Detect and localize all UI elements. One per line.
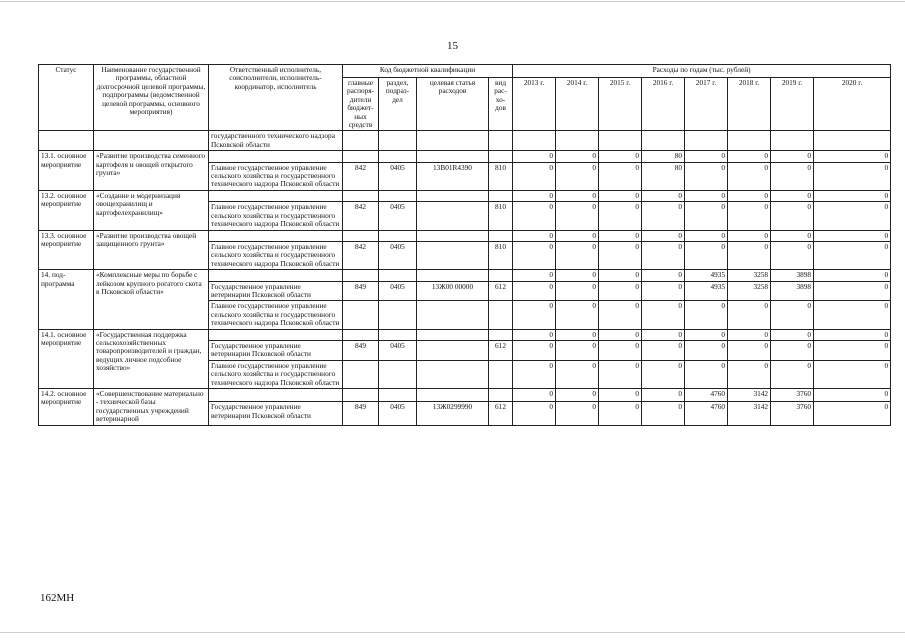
grbs-code-cell: 849 — [343, 402, 379, 425]
year-value-cell: 0 — [728, 162, 771, 190]
total-value-cell: 0 — [685, 230, 728, 241]
empty-cell — [489, 151, 513, 162]
total-value-cell: 0 — [685, 329, 728, 340]
total-value-cell: 0 — [771, 230, 814, 241]
year-value-cell: 0 — [556, 162, 599, 190]
empty-cell — [209, 151, 343, 162]
year-value-cell: 0 — [814, 162, 891, 190]
budget-table — [38, 64, 891, 426]
empty-cell — [814, 131, 891, 151]
total-value-cell: 0 — [642, 329, 685, 340]
grbs-code-cell: 849 — [343, 281, 379, 301]
year-value-cell: 0 — [814, 241, 891, 269]
empty-cell — [489, 389, 513, 402]
total-value-cell: 3898 — [771, 270, 814, 281]
total-value-cell: 0 — [556, 230, 599, 241]
executor-cell: Главное государственное управление сельского хозяйства и государственного технического надзора Псковской области — [209, 360, 343, 388]
year-value-cell: 0 — [728, 360, 771, 388]
empty-cell — [489, 131, 513, 151]
executor-cell: Главное государственное управление сельского хозяйства и государственного технического надзора Псковской области — [209, 162, 343, 190]
year-value-cell: 0 — [556, 281, 599, 301]
total-value-cell: 0 — [599, 389, 642, 402]
empty-cell — [771, 131, 814, 151]
year-value-cell: 0 — [728, 301, 771, 329]
empty-cell — [343, 329, 379, 340]
empty-cell — [489, 329, 513, 340]
year-value-cell: 0 — [771, 202, 814, 230]
year-value-cell: 0 — [814, 281, 891, 301]
executor-cell: Государственное управление ветеринарии Псковской области — [209, 340, 343, 360]
empty-cell — [343, 389, 379, 402]
total-value-cell: 0 — [642, 270, 685, 281]
year-value-cell: 0 — [513, 281, 556, 301]
target-article-cell — [417, 360, 489, 388]
total-value-cell: 0 — [556, 389, 599, 402]
status-cell: 13.2. основное мероприятие — [39, 190, 94, 230]
total-value-cell: 0 — [556, 151, 599, 162]
empty-cell — [209, 190, 343, 201]
year-value-cell: 0 — [513, 340, 556, 360]
empty-cell — [489, 230, 513, 241]
executor-cell: Главное государственное управление сельского хозяйства и государственного технического надзора Псковской области — [209, 202, 343, 230]
year-value-cell: 0 — [556, 202, 599, 230]
year-value-cell: 0 — [685, 340, 728, 360]
status-cell: 13.1. основное мероприятие — [39, 151, 94, 191]
total-value-cell: 0 — [556, 329, 599, 340]
empty-cell — [599, 131, 642, 151]
status-cell: 14.1. основное мероприятие — [39, 329, 94, 388]
year-value-cell: 0 — [728, 202, 771, 230]
target-article-cell: 13Ж00 00000 — [417, 281, 489, 301]
header-year: 2015 г. — [599, 78, 642, 131]
year-value-cell: 0 — [814, 202, 891, 230]
table-row — [39, 389, 891, 402]
program-name-cell: «Государственная поддержка сельскохозяйственных товаропроизводителей и граждан, ведущих личное подсобное хозяйство» — [94, 329, 209, 388]
total-value-cell: 3258 — [728, 270, 771, 281]
total-value-cell: 80 — [642, 151, 685, 162]
year-value-cell: 0 — [599, 281, 642, 301]
year-value-cell: 0 — [642, 340, 685, 360]
program-name-cell: «Развитие производства овощей защищенного грунта» — [94, 230, 209, 270]
empty-cell — [209, 270, 343, 281]
program-name-cell: «Развитие производства семенного картофеля и овощей открытого грунта» — [94, 151, 209, 191]
table-header — [39, 65, 891, 131]
year-value-cell: 0 — [642, 402, 685, 425]
year-value-cell: 0 — [556, 340, 599, 360]
target-article-cell — [417, 340, 489, 360]
total-value-cell: 0 — [642, 389, 685, 402]
expense-type-cell: 612 — [489, 402, 513, 425]
year-value-cell: 0 — [728, 241, 771, 269]
header-responsible: Ответственный исполнитель, соисполнители, исполнитель-координатор, исполнитель — [209, 65, 343, 131]
grbs-code-cell: 842 — [343, 202, 379, 230]
header-year: 2018 г. — [728, 78, 771, 131]
total-value-cell: 4760 — [685, 389, 728, 402]
total-value-cell: 0 — [513, 190, 556, 201]
empty-cell — [379, 270, 417, 281]
year-value-cell: 4935 — [685, 281, 728, 301]
name-cell — [94, 131, 209, 151]
expense-type-cell: 810 — [489, 202, 513, 230]
header-code-col: вид рас-хо-дов — [489, 78, 513, 131]
empty-cell — [343, 131, 379, 151]
executor-cell: государственного технического надзора Псковской области — [209, 131, 343, 151]
footer-code: 162МН — [40, 592, 75, 604]
year-value-cell: 0 — [599, 360, 642, 388]
status-cell: 14.2. основное мероприятие — [39, 389, 94, 426]
empty-cell — [728, 131, 771, 151]
empty-cell — [343, 190, 379, 201]
section-code-cell: 0405 — [379, 241, 417, 269]
empty-cell — [489, 190, 513, 201]
table-row — [39, 131, 891, 151]
page-number: 15 — [447, 40, 458, 52]
program-name-cell: «Комплексные меры по борьбе с лейкозом крупного рогатого скота в Псковской области» — [94, 270, 209, 329]
total-value-cell: 0 — [513, 329, 556, 340]
scan-artifact-bottom — [0, 632, 905, 633]
year-value-cell: 0 — [814, 360, 891, 388]
year-value-cell: 0 — [556, 402, 599, 425]
year-value-cell: 0 — [599, 340, 642, 360]
year-value-cell: 0 — [771, 301, 814, 329]
year-value-cell: 3142 — [728, 402, 771, 425]
empty-cell — [209, 389, 343, 402]
year-value-cell: 0 — [771, 162, 814, 190]
empty-cell — [343, 230, 379, 241]
expense-type-cell — [489, 301, 513, 329]
total-value-cell: 4935 — [685, 270, 728, 281]
total-value-cell: 3142 — [728, 389, 771, 402]
executor-cell: Главное государственное управление сельского хозяйства и государственного технического надзора Псковской области — [209, 301, 343, 329]
year-value-cell: 0 — [599, 202, 642, 230]
target-article-cell: 13Ж0299990 — [417, 402, 489, 425]
table-row — [39, 270, 891, 281]
empty-cell — [379, 190, 417, 201]
year-value-cell: 0 — [814, 402, 891, 425]
table-body — [39, 131, 891, 425]
year-value-cell: 0 — [513, 360, 556, 388]
year-value-cell: 0 — [814, 340, 891, 360]
year-value-cell: 0 — [685, 202, 728, 230]
empty-cell — [556, 131, 599, 151]
empty-cell — [417, 230, 489, 241]
year-value-cell: 0 — [814, 301, 891, 329]
table-row — [39, 329, 891, 340]
total-value-cell: 0 — [599, 230, 642, 241]
empty-cell — [513, 131, 556, 151]
empty-cell — [417, 329, 489, 340]
year-value-cell: 0 — [556, 301, 599, 329]
year-value-cell: 0 — [599, 301, 642, 329]
year-value-cell: 0 — [685, 162, 728, 190]
program-name-cell: «Совершенствование материально - технической базы государственных учреждений ветеринарной — [94, 389, 209, 426]
total-value-cell: 0 — [685, 190, 728, 201]
total-value-cell: 0 — [642, 230, 685, 241]
total-value-cell: 0 — [642, 190, 685, 201]
total-value-cell: 0 — [814, 270, 891, 281]
year-value-cell: 0 — [513, 202, 556, 230]
empty-cell — [417, 131, 489, 151]
total-value-cell: 0 — [771, 151, 814, 162]
year-value-cell: 80 — [642, 162, 685, 190]
total-value-cell: 3760 — [771, 389, 814, 402]
header-year: 2019 г. — [771, 78, 814, 131]
year-value-cell: 0 — [556, 360, 599, 388]
empty-cell — [417, 270, 489, 281]
section-code-cell: 0405 — [379, 162, 417, 190]
empty-cell — [489, 270, 513, 281]
executor-cell: Главное государственное управление сельского хозяйства и государственного технического надзора Псковской области — [209, 241, 343, 269]
header-year: 2017 г. — [685, 78, 728, 131]
total-value-cell: 0 — [513, 389, 556, 402]
total-value-cell: 0 — [556, 270, 599, 281]
header-code-col: целевая статья расходов — [417, 78, 489, 131]
year-value-cell: 0 — [513, 402, 556, 425]
empty-cell — [379, 131, 417, 151]
header-code-col: главные распоря-дители бюджет-ных средств — [343, 78, 379, 131]
year-value-cell: 0 — [728, 340, 771, 360]
header-year: 2014 г. — [556, 78, 599, 131]
year-value-cell: 0 — [599, 241, 642, 269]
empty-cell — [343, 270, 379, 281]
year-value-cell: 0 — [685, 241, 728, 269]
empty-cell — [343, 151, 379, 162]
year-value-cell: 0 — [599, 402, 642, 425]
empty-cell — [379, 389, 417, 402]
year-value-cell: 0 — [771, 360, 814, 388]
grbs-code-cell — [343, 360, 379, 388]
section-code-cell: 0405 — [379, 340, 417, 360]
year-value-cell: 3898 — [771, 281, 814, 301]
expense-type-cell: 810 — [489, 162, 513, 190]
year-value-cell: 0 — [513, 301, 556, 329]
year-value-cell: 3258 — [728, 281, 771, 301]
total-value-cell: 0 — [599, 190, 642, 201]
expense-type-cell: 612 — [489, 281, 513, 301]
year-value-cell: 0 — [513, 162, 556, 190]
expense-type-cell: 612 — [489, 340, 513, 360]
total-value-cell: 0 — [728, 329, 771, 340]
total-value-cell: 0 — [814, 389, 891, 402]
year-value-cell: 0 — [642, 301, 685, 329]
year-value-cell: 3760 — [771, 402, 814, 425]
header-budget-code: Код бюджетной квалификации — [343, 65, 513, 78]
year-value-cell: 0 — [556, 241, 599, 269]
executor-cell: Государственное управление ветеринарии Псковской области — [209, 402, 343, 425]
total-value-cell: 0 — [513, 230, 556, 241]
expense-type-cell: 810 — [489, 241, 513, 269]
empty-cell — [379, 329, 417, 340]
total-value-cell: 0 — [771, 329, 814, 340]
year-value-cell: 0 — [685, 360, 728, 388]
empty-cell — [209, 329, 343, 340]
total-value-cell: 0 — [556, 190, 599, 201]
year-value-cell: 0 — [771, 340, 814, 360]
header-year: 2013 г. — [513, 78, 556, 131]
empty-cell — [379, 151, 417, 162]
empty-cell — [417, 151, 489, 162]
executor-cell: Государственное управление ветеринарии Псковской области — [209, 281, 343, 301]
total-value-cell: 0 — [599, 270, 642, 281]
status-cell: 14. под-программа — [39, 270, 94, 329]
table-row — [39, 230, 891, 241]
total-value-cell: 0 — [728, 190, 771, 201]
year-value-cell: 0 — [642, 202, 685, 230]
header-code-col: раздел, подраз-дел — [379, 78, 417, 131]
scan-artifact-top — [0, 1, 905, 2]
year-value-cell: 0 — [771, 241, 814, 269]
section-code-cell: 0405 — [379, 202, 417, 230]
grbs-code-cell — [343, 301, 379, 329]
status-cell: 13.3. основное мероприятие — [39, 230, 94, 270]
section-code-cell: 0405 — [379, 402, 417, 425]
year-value-cell: 0 — [599, 162, 642, 190]
empty-cell — [417, 190, 489, 201]
empty-cell — [209, 230, 343, 241]
total-value-cell: 0 — [599, 151, 642, 162]
total-value-cell: 0 — [728, 151, 771, 162]
target-article-cell — [417, 202, 489, 230]
total-value-cell: 0 — [814, 190, 891, 201]
year-value-cell: 0 — [685, 301, 728, 329]
total-value-cell: 0 — [771, 190, 814, 201]
grbs-code-cell: 849 — [343, 340, 379, 360]
header-expenses: Расходы по годам (тыс. рублей) — [513, 65, 891, 78]
year-value-cell: 0 — [642, 241, 685, 269]
empty-cell — [685, 131, 728, 151]
total-value-cell: 0 — [513, 151, 556, 162]
header-status: Статус — [39, 65, 94, 131]
total-value-cell: 0 — [814, 151, 891, 162]
target-article-cell: 13В01R4390 — [417, 162, 489, 190]
target-article-cell — [417, 241, 489, 269]
table-row — [39, 190, 891, 201]
total-value-cell: 0 — [685, 151, 728, 162]
empty-cell — [417, 389, 489, 402]
total-value-cell: 0 — [599, 329, 642, 340]
table-row — [39, 151, 891, 162]
status-cell — [39, 131, 94, 151]
year-value-cell: 0 — [642, 281, 685, 301]
year-value-cell: 0 — [513, 241, 556, 269]
grbs-code-cell: 842 — [343, 162, 379, 190]
total-value-cell: 0 — [814, 230, 891, 241]
header-name: Наименование государственной программы, областной долгосрочной целевой программы, подпрограммы (ведомственной целевой программы, основного мероприятия) — [94, 65, 209, 131]
section-code-cell — [379, 301, 417, 329]
year-value-cell: 4760 — [685, 402, 728, 425]
empty-cell — [642, 131, 685, 151]
year-value-cell: 0 — [642, 360, 685, 388]
header-year: 2016 г. — [642, 78, 685, 131]
total-value-cell: 0 — [728, 230, 771, 241]
empty-cell — [379, 230, 417, 241]
total-value-cell: 0 — [814, 329, 891, 340]
program-name-cell: «Создание и модернизация овощехранилищ и картофелехранилищ» — [94, 190, 209, 230]
grbs-code-cell: 842 — [343, 241, 379, 269]
section-code-cell: 0405 — [379, 281, 417, 301]
target-article-cell — [417, 301, 489, 329]
expense-type-cell — [489, 360, 513, 388]
total-value-cell: 0 — [513, 270, 556, 281]
header-year: 2020 г. — [814, 78, 891, 131]
section-code-cell — [379, 360, 417, 388]
